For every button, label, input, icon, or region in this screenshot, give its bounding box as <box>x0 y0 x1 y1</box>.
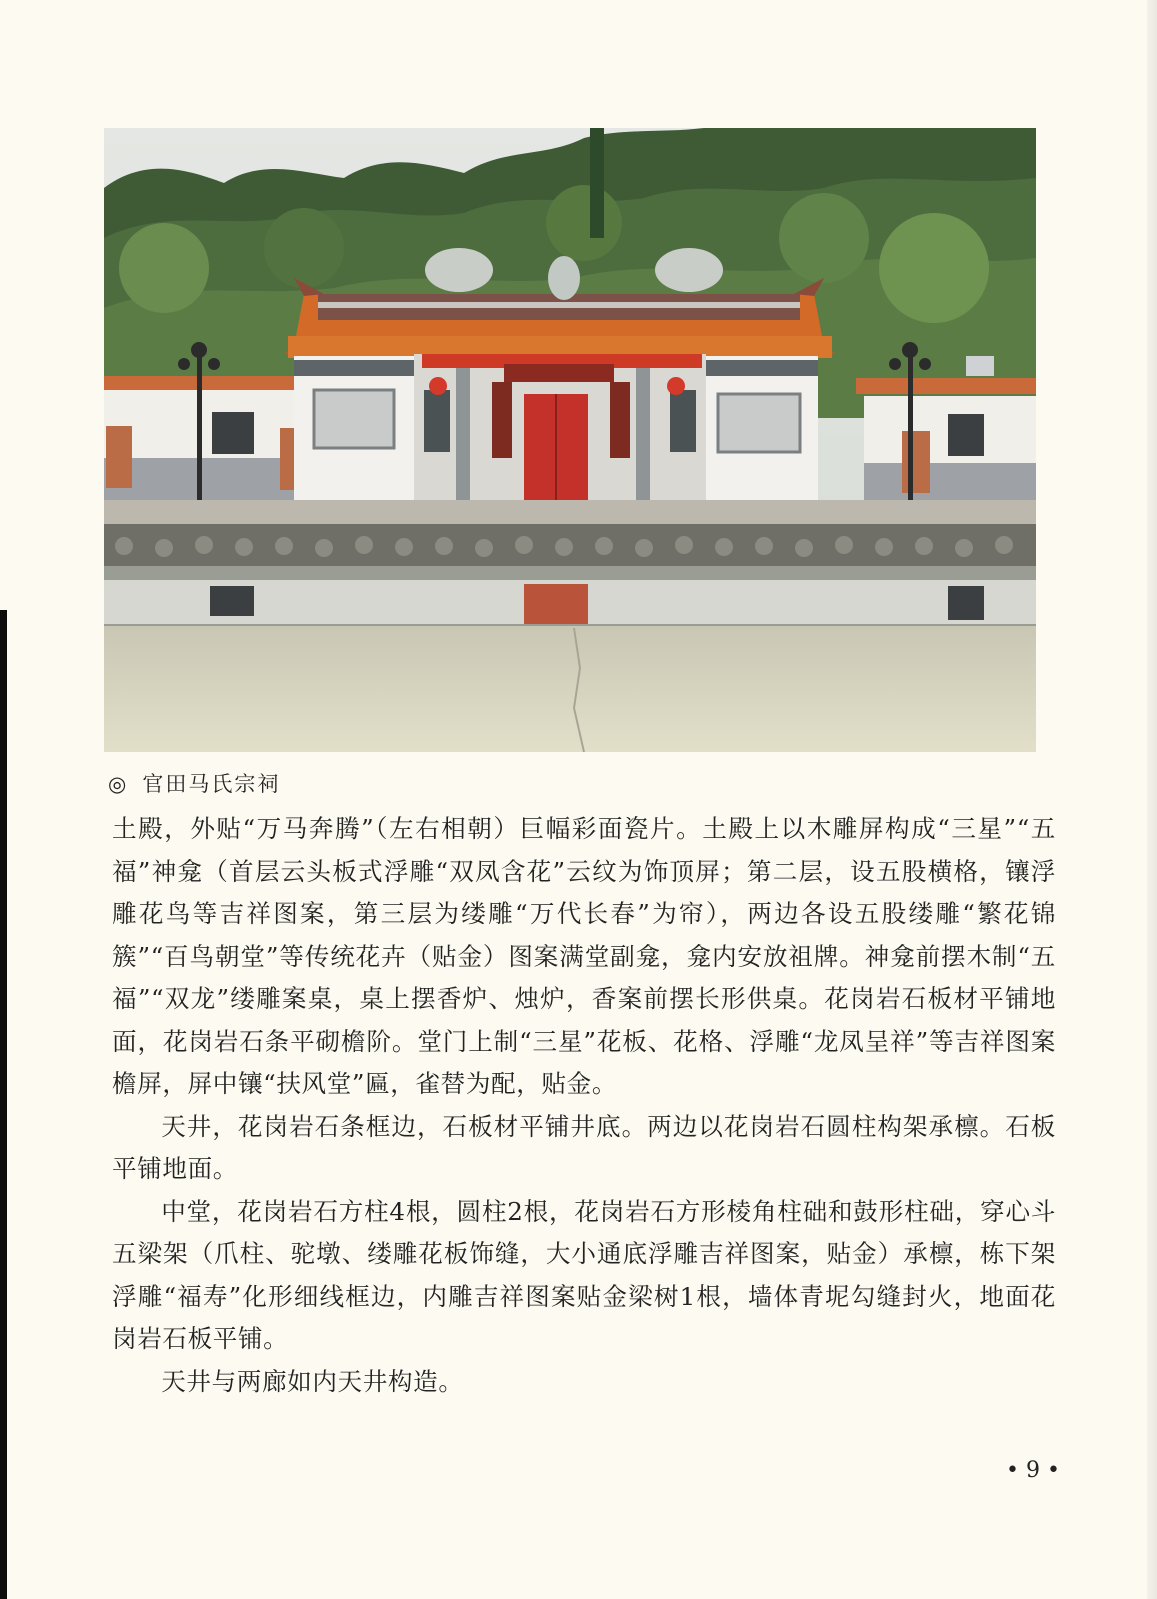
body-text <box>112 808 1056 1403</box>
paragraph-1: 土殿，外贴“万马奔腾”（左右相朝）巨幅彩面瓷片。土殿上以木雕屏构成“三星”“五福”神龛（首层云头板式浮雕“双凤含花”云纹为饰顶屏；第二层，设五股横格，镶浮雕花鸟等吉祥图案，第三层为缕雕“万代长春”为帘），两边各设五股缕雕“繁花锦簇”“百鸟朝堂”等传统花卉（贴金）图案满堂副龛，龛内安放祖牌。神龛前摆木制“五福”“双龙”缕雕案桌，桌上摆香炉、烛炉，香案前摆长形供桌。花岗岩石板材平铺地面，花岗岩石条平砌檐阶。堂门上制“三星”花板、花格、浮雕“龙凤呈祥”等吉祥图案檐屏，屏中镶“扶风堂”匾，雀替为配，贴金。 <box>112 814 1056 1098</box>
page-number: • 9 • <box>1006 1458 1060 1483</box>
scan-left-edge <box>0 610 7 1599</box>
paragraph-4: 天井与两廊如内天井构造。 <box>161 1366 464 1396</box>
caption-mark: ◎ <box>108 772 129 796</box>
pond-reflection <box>104 566 1036 628</box>
caption-text: 官田马氏宗祠 <box>142 772 281 796</box>
ancestral-hall-photo <box>104 128 1036 752</box>
paragraph-3: 中堂，花岗岩石方柱4根，圆柱2根，花岗岩石方形棱角柱础和鼓形柱础，穿心斗五梁架（爪柱、驼墩、缕雕花板饰缝，大小通底浮雕吉祥图案，贴金）承檩，栋下架浮雕“福寿”化形细线框边，内雕吉祥图案贴金梁树1根，墙体青坭勾缝封火，地面花岗岩石板平铺。 <box>112 1196 1056 1353</box>
left-side-building <box>104 376 304 500</box>
scan-right-edge <box>1147 0 1157 1599</box>
paragraph-2: 天井，花岗岩石条框边，石板材平铺井底。两边以花岗岩石圆柱构架承檩。石板平铺地面。 <box>112 1111 1056 1183</box>
figure-caption <box>108 768 280 798</box>
